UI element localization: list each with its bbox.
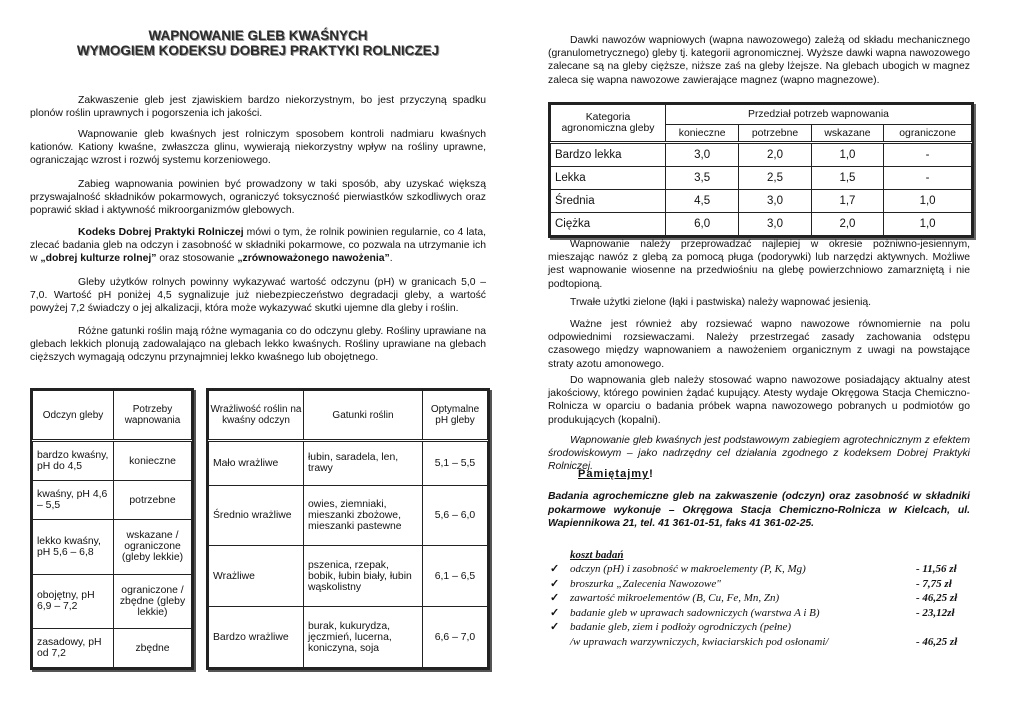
dose-cell: 1,0 [884,190,972,213]
reaction-cell: kwaśny, pH 4,6 – 5,5 [33,481,114,520]
category-cell: Średnia [551,190,666,213]
table-row [209,441,488,486]
dose-cell: 2,0 [811,213,883,236]
left-column [30,28,487,660]
reaction-cell: lekko kwaśny, pH 5,6 – 6,8 [33,520,114,575]
dose-cell: - [884,167,972,190]
sensitivity-cell: Bardzo wrażliwe [209,607,304,668]
dose-cell: 3,0 [666,143,739,167]
checkmark-icon: ✓ [550,577,560,590]
checkmark-icon: ✓ [550,592,560,604]
checkmark-icon: ✓ [550,606,560,619]
species-cell: pszenica, rzepak, bobik, łubin biały, łubin wąskolistny [304,546,423,607]
table-row [209,607,488,668]
checkmark-icon: ✓ [550,563,560,575]
header-species: Gatunki roślin [304,391,423,441]
soil-reaction-table [30,388,194,670]
paragraph-summary: Wapnowanie gleb kwaśnych jest podstawowym zabiegiem agrotechnicznym z efektem środowiskowym – jako nadrzędny cel działania zgodnego z kodeksem Dobrej Praktyki Rolniczej. [548,435,970,473]
lab-info: Badania agrochemiczne gleb na zakwaszenie (odczyn) oraz zasobność w składniki pokarmowe wykonuje – Okręgowa Stacja Chemiczno-Rolnicza w Kielcach, ul. Wapiennikowa 21, tel. 41 361-01-51, faks 41 361-02-25. [548,491,970,529]
cost-label: broszurka „Zalecenia Nawozowe" [570,577,721,590]
table-row [33,481,192,520]
header-sensitivity: Wrażliwość roślin na kwaśny odczyn [209,391,304,441]
header-soil-reaction: Odczyn gleby [33,391,114,441]
code-text-3: . [389,253,393,265]
table-row [551,143,972,167]
title-line-1: WAPNOWANIE GLEB KWAŚNYCH [148,28,368,43]
sensitivity-cell: Średnio wrażliwe [209,485,304,546]
dose-cell: 1,7 [811,190,883,213]
list-item [548,606,970,621]
cost-heading: koszt badań [570,549,624,561]
dose-cell: 4,5 [666,190,739,213]
list-item [548,591,970,606]
remember-heading [578,468,654,480]
species-cell: owies, ziemniaki, mieszanki zbożowe, mieszanki pastewne [304,485,423,546]
remember-mark: ! [649,468,654,480]
dose-cell: 1,0 [811,143,883,167]
paragraph-spreading: Ważne jest również aby rozsiewać wapno nawozowe równomiernie na polu odpowiednimi rozsiewaczami. Należy przestrzegać zasady zachowania odstępu czasowego między wapnowaniem a nawożeniem organicznym z uwagi na powstające straty azotu amonowego. [548,319,970,370]
cost-label: badanie gleb w uprawach sadowniczych (warstwa A i B) [570,606,820,619]
remember-text: Pamiętajmy [578,468,650,480]
dose-cell: 1,5 [811,167,883,190]
cost-price: - 11,56 zł [916,563,957,575]
sensitivity-cell: Wrażliwe [209,546,304,607]
reaction-cell: obojętny, pH 6,9 – 7,2 [33,574,114,629]
species-cell: burak, kukurydza, jęczmień, lucerna, koniczyna, soja [304,607,423,668]
paragraph-certificate: Do wapnowania gleb należy stosować wapno nawozowe posiadający aktualny atest jakościowy, którego powinien żądać kupujący. Atesty wydaje Okręgowa Stacja Chemiczno-Rolnicza w oparciu o badania próbek wapna nawozowego pobranych u podmiotów go produkujących (kopalni). [548,375,970,426]
plant-sensitivity-table [206,388,490,670]
cost-label: badanie gleb, ziem i podłoży ogrodniczych (pełne) [570,621,792,633]
title-line-2: WYMOGIEM KODEKSU DOBREJ PRAKTYKI ROLNICZEJ [76,43,440,58]
ph-cell: 6,1 – 6,5 [423,546,488,607]
table-row [209,485,488,546]
needs-cell: potrzebne [114,481,192,520]
reaction-cell: zasadowy, pH od 7,2 [33,629,114,668]
paragraph-acidification: Zakwaszenie gleb jest zjawiskiem bardzo niekorzystnym, bo jest przyczyną spadku plonów roślin uprawnych i pogorszenia ich jakości. [30,95,486,120]
category-cell: Ciężka [551,213,666,236]
paragraph-doses: Dawki nawozów wapniowych (wapna nawozowego) zależą od składu mechanicznego (granulometrycznego) gleby tj. kategorii agronomicznej. Wyższe dawki wapna nawozowego zalecane są na gleby cięższe, niższe zaś na gleby lżejsze. Na glebach ubogich w magnez zaleca się wapna nawozowe zawierające magnez (wapno magnezowe). [548,35,970,86]
paragraph-grassland: Trwałe użytki zielone (łąki i pastwiska) należy wapnować jesienią. [570,297,872,308]
table-row [33,629,192,668]
paragraph-ph-range: Gleby użytków rolnych powinny wykazywać wartość odczynu (pH) w granicach 5,0 – 7,0. Wartość pH poniżej 4,5 sygnalizuje już niebezpieczeństwo degradacji gleby, a wartość powyżej 7,2 świadczy o jej alkalizacji, która może wykazywać skutki ujemne dla gleby i roślin. [30,277,486,315]
header-dose-range: Przedział potrzeb wapnowania [666,105,972,125]
needs-cell: zbędne [114,629,192,668]
cost-price: - 46,25 zł [916,635,958,648]
ph-cell: 5,6 – 6,0 [423,485,488,546]
code-emphasis-1: „dobrej kulturze rolnej” [40,253,157,265]
paragraph-code [30,226,486,266]
cost-price: - 46,25 zł [916,592,958,604]
code-text-2: oraz stosowanie [156,253,238,265]
table-row [33,441,192,481]
ph-cell: 6,6 – 7,0 [423,607,488,668]
checkmark-icon: ✓ [550,621,560,633]
category-cell: Lekka [551,167,666,190]
list-item [548,620,970,635]
list-item [548,577,970,592]
header-category: Kategoria agronomiczna gleby [551,105,666,143]
cost-list [548,548,970,649]
table-row [33,574,192,629]
dose-cell: 2,0 [739,143,811,167]
paragraph-plant-requirements: Różne gatunki roślin mają różne wymagania co do odczynu gleby. Rośliny uprawiane na glebach lekkich plonują zadowalająco na glebach lekko kwaśnych. Rośliny uprawiane na glebach cięższych wymagają odczynu przynajmniej lekko kwaśnego lub obojętnego. [30,326,486,364]
table-row [209,546,488,607]
dose-cell: 2,5 [739,167,811,190]
cost-price: - 23,12zł [916,606,955,619]
table-row [33,520,192,575]
header-optimal-ph: Optymalne pH gleby [423,391,488,441]
code-text-1: mówi o tym, że rolnik powinien regularnie, co 4 lata, zlecać badania gleb na odczyn i zasobność w składniki pokarmowe, co pozwala na utrzymanie ich w [30,227,487,265]
cost-label: /w uprawach warzywniczych, kwiaciarskich pod osłonami/ [570,635,829,648]
dose-cell: 3,5 [666,167,739,190]
table-row [551,167,972,190]
code-name: Kodeks Dobrej Praktyki Rolniczej [78,227,244,238]
cost-label: zawartość mikroelementów (B, Cu, Fe, Mn, Zn) [570,592,780,604]
paragraph-liming-goals: Zabieg wapnowania powinien być prowadzony w taki sposób, aby uzyskać większą przyswajalność składników pokarmowych, ograniczyć toksyczność pierwiastków szkodliwych oraz poprawić skład i aktywność mikroorganizmów glebowych. [30,179,486,217]
header-recommended: wskazane [811,125,883,143]
needs-cell: ograniczone / zbędne (gleby lekkie) [114,574,192,629]
list-item [548,562,970,577]
cost-price: - 7,75 zł [916,577,952,590]
needs-cell: wskazane / ograniczone (gleby lekkie) [114,520,192,575]
cost-label: odczyn (pH) i zasobność w makroelementy (P, K, Mg) [570,563,806,575]
page-title [30,28,486,58]
dose-cell: 3,0 [739,190,811,213]
paragraph-liming-purpose: Wapnowanie gleb kwaśnych jest rolniczym sposobem kontroli nadmiaru kwaśnych kationów. Kationy kwaśne, zwłaszcza glinu, wywierają niekorzystny wpływ na rośliny uprawne, ograniczając wzrost i rozwój systemu korzeniowego. [30,129,486,167]
category-cell: Bardzo lekka [551,143,666,167]
dose-cell: - [884,143,972,167]
dose-cell: 3,0 [739,213,811,236]
list-item [548,635,970,650]
header-liming-needs: Potrzeby wapnowania [114,391,192,441]
sensitivity-cell: Mało wrażliwe [209,441,304,486]
liming-dose-table [548,102,974,238]
header-needed: potrzebne [739,125,811,143]
paragraph-timing: Wapnowanie należy przeprowadzać najlepiej w okresie pożniwno-jesiennym, mieszając nawóz z glebą za pomocą pługa (podorywki) lub narzędzi aktywnych. Możliwe jest wapnowanie wiosenne na przedwiośniu na glebę powierzchniowo zamarzniętą i nie podtopioną. [548,239,970,290]
dose-cell: 6,0 [666,213,739,236]
header-limited: ograniczone [884,125,972,143]
code-emphasis-2: „zrównoważonego nawożenia” [237,253,390,265]
species-cell: łubin, saradela, len, trawy [304,441,423,486]
ph-cell: 5,1 – 5,5 [423,441,488,486]
reaction-cell: bardzo kwaśny, pH do 4,5 [33,441,114,481]
table-row [551,213,972,236]
dose-cell: 1,0 [884,213,972,236]
header-necessary: konieczne [666,125,739,143]
table-row [551,190,972,213]
needs-cell: konieczne [114,441,192,481]
